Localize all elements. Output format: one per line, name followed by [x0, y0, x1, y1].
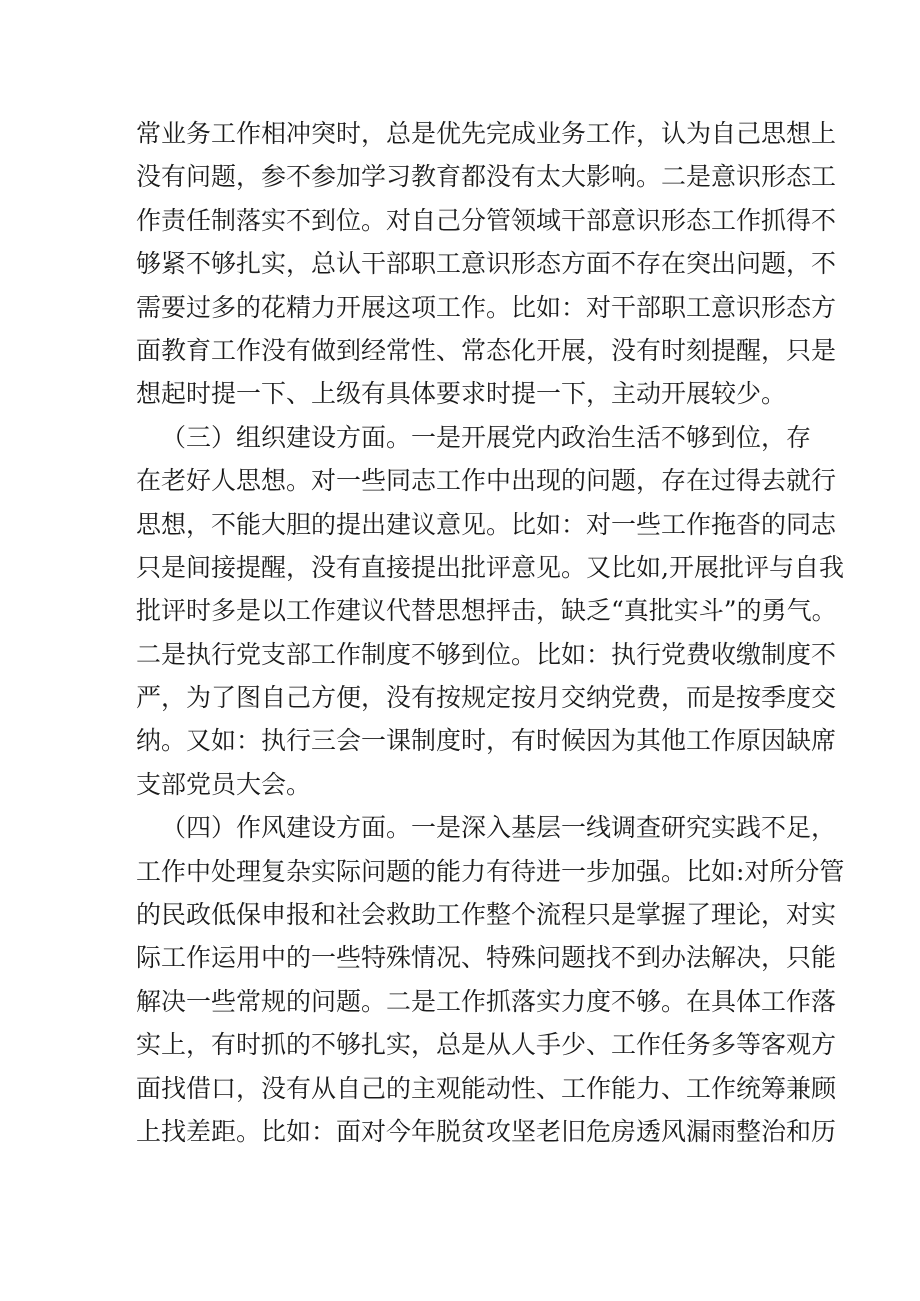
text-line: 严，为了图自己方便，没有按规定按月交纳党费，而是按季度交: [136, 683, 837, 713]
text-line: 上找差距。比如：面对今年脱贫攻坚老旧危房透风漏雨整治和历: [136, 1116, 837, 1146]
text-line: 面找借口，没有从自己的主观能动性、工作能力、工作统筹兼顾: [136, 1073, 837, 1103]
text-line: 没有问题，参不参加学习教育都没有太大影响。二是意识形态工: [136, 162, 837, 192]
text-line: 实上，有时抓的不够扎实，总是从人手少、工作任务多等客观方: [136, 1030, 837, 1060]
text-line: 够紧不够扎实，总认干部职工意识形态方面不存在突出问题，不: [136, 249, 837, 279]
text-line: 思想，不能大胆的提出建议意见。比如：对一些工作拖沓的同志: [136, 509, 837, 539]
text-line: 作责任制落实不到位。对自己分管领域干部意识形态工作抓得不: [136, 205, 837, 235]
text-line: （四）作风建设方面。一是深入基层一线调查研究实践不足，: [161, 813, 837, 843]
text-line: 际工作运用中的一些特殊情况、特殊问题找不到办法解决，只能: [136, 943, 837, 973]
text-line: 的民政低保申报和社会救助工作整个流程只是掌握了理论，对实: [136, 900, 837, 930]
text-line: 批评时多是以工作建议代替思想抨击，缺乏“真批实斗”的勇气。: [136, 596, 837, 626]
text-line: 纳。又如：执行三会一课制度时，有时候因为其他工作原因缺席: [136, 726, 837, 756]
text-line: 想起时提一下、上级有具体要求时提一下，主动开展较少。: [136, 379, 787, 409]
text-line: 二是执行党支部工作制度不够到位。比如：执行党费收缴制度不: [136, 639, 837, 669]
text-line: 解决一些常规的问题。二是工作抓落实力度不够。在具体工作落: [136, 986, 837, 1016]
text-line: 在老好人思想。对一些同志工作中出现的问题，存在过得去就行: [136, 466, 837, 496]
text-line: 需要过多的花精力开展这项工作。比如：对干部职工意识形态方: [136, 292, 837, 322]
text-line: 工作中处理复杂实际问题的能力有待进一步加强。比如:对所分管: [136, 856, 845, 886]
document-body: [136, 112, 845, 1153]
text-line: 只是间接提醒，没有直接提出批评意见。又比如,开展批评与自我: [136, 552, 844, 582]
text-line: 支部党员大会。: [136, 769, 312, 799]
text-line: 常业务工作相冲突时，总是优先完成业务工作，认为自己思想上: [136, 119, 837, 148]
text-line: 面教育工作没有做到经常性、常态化开展，没有时刻提醒，只是: [136, 335, 837, 365]
text-line: （三）组织建设方面。一是开展党内政治生活不够到位，存: [161, 422, 812, 452]
